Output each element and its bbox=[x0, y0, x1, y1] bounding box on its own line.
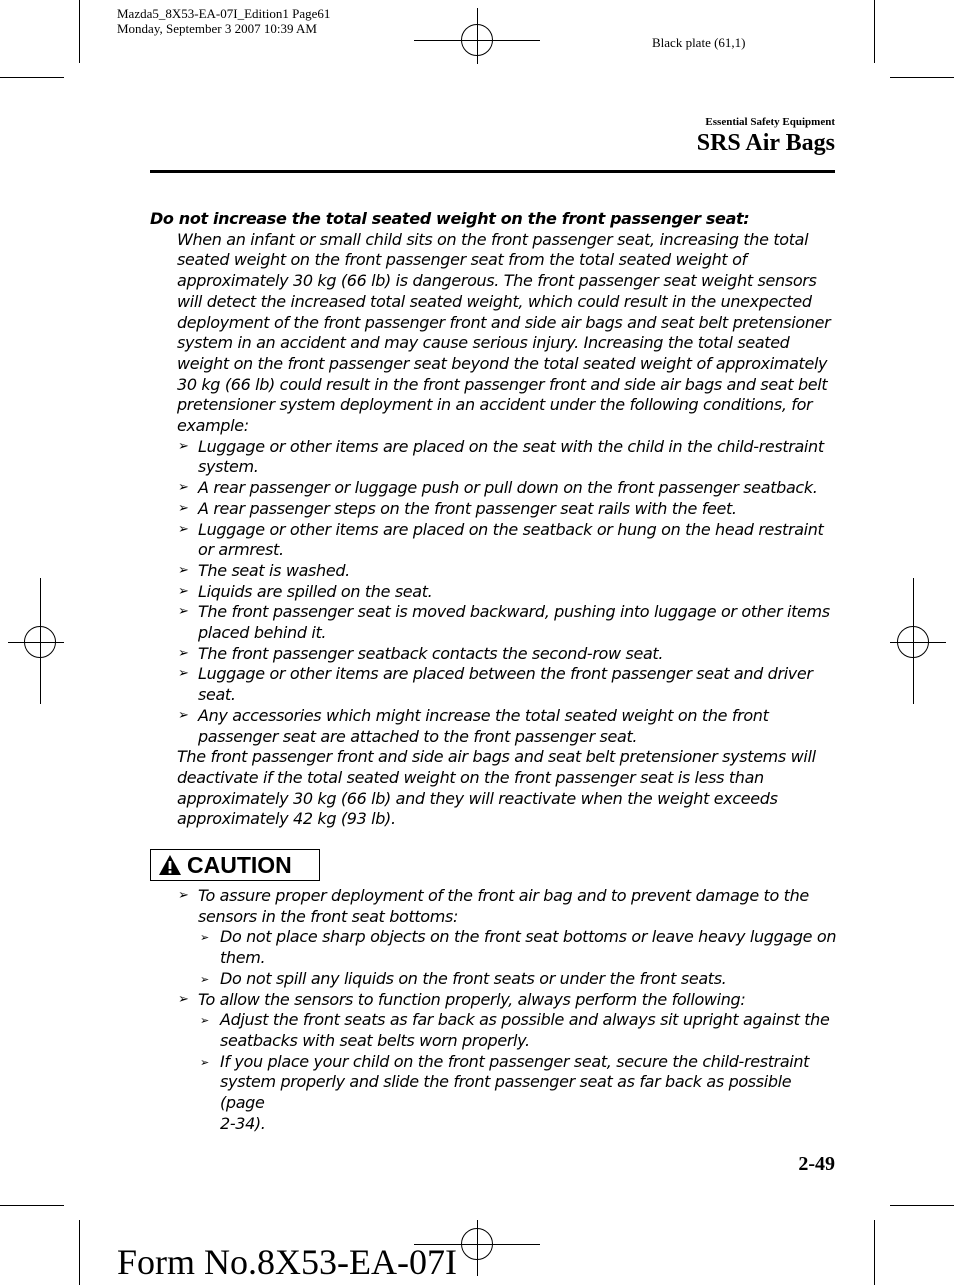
condition-item bbox=[178, 705, 840, 747]
condition-line: Luggage or other items are placed on the seat with the child in the child-restraint bbox=[198, 436, 824, 456]
condition-line: The seat is washed. bbox=[198, 560, 350, 580]
intro-line: approximately 30 kg (66 lb) is dangerous. The front passenger seat weight sensors bbox=[177, 271, 817, 291]
header-rule bbox=[150, 170, 835, 173]
arrowhead-bullet-icon: ➢ bbox=[178, 888, 189, 903]
caution-subline: them. bbox=[220, 948, 266, 968]
intro-line: seated weight on the front passenger seat from the total seated weight of bbox=[177, 250, 747, 270]
condition-item bbox=[178, 498, 840, 520]
arrowhead-bullet-icon: ➢ bbox=[178, 583, 189, 599]
warning-heading: Do not increase the total seated weight on the front passenger seat: bbox=[150, 209, 750, 228]
warning-triangle-icon bbox=[158, 854, 182, 876]
arrowhead-bullet-icon: ➢ bbox=[200, 972, 209, 986]
caution-item bbox=[178, 886, 840, 927]
form-number: Form No.8X53-EA-07I bbox=[117, 1242, 457, 1282]
caution-subline: Adjust the front seats as far back as possible and always sit upright against the bbox=[220, 1010, 830, 1030]
caution-subline: Do not place sharp objects on the front seat bottoms or leave heavy luggage on bbox=[220, 927, 837, 947]
caution-line: To assure proper deployment of the front air bag and to prevent damage to the bbox=[198, 886, 809, 905]
outro-line: The front passenger front and side air bags and seat belt pretensioner systems will bbox=[177, 747, 816, 767]
arrowhead-bullet-icon: ➢ bbox=[200, 931, 209, 945]
arrowhead-bullet-icon: ➢ bbox=[178, 562, 189, 578]
condition-item bbox=[178, 519, 840, 561]
intro-line: weight on the front passenger seat beyond the total seated weight of approximately bbox=[177, 353, 828, 373]
condition-line: passenger seat are attached to the front passenger seat. bbox=[198, 726, 638, 746]
arrowhead-bullet-icon: ➢ bbox=[178, 604, 189, 620]
condition-line: Luggage or other items are placed between the front passenger seat and driver bbox=[198, 664, 813, 684]
arrowhead-bullet-icon: ➢ bbox=[178, 521, 189, 537]
caution-subitem bbox=[200, 1010, 840, 1051]
condition-item bbox=[178, 581, 840, 603]
condition-line: A rear passenger steps on the front passenger seat rails with the feet. bbox=[198, 498, 737, 518]
arrowhead-bullet-icon: ➢ bbox=[200, 1055, 209, 1069]
condition-item bbox=[178, 478, 840, 499]
condition-item bbox=[178, 664, 840, 705]
outro-line: approximately 30 kg (66 lb) and they will reactivate when the weight exceeds bbox=[177, 788, 778, 808]
condition-line: seat. bbox=[198, 685, 236, 705]
arrowhead-bullet-icon: ➢ bbox=[178, 438, 189, 454]
condition-line: A rear passenger or luggage push or pull down on the front passenger seatback. bbox=[198, 478, 818, 498]
caution-label-box bbox=[150, 849, 320, 881]
caution-line: sensors in the front seat bottoms: bbox=[198, 906, 458, 926]
caution-subline: 2-34). bbox=[220, 1113, 266, 1133]
print-file-line: Mazda5_8X53-EA-07I_Edition1 Page61 bbox=[117, 6, 331, 21]
registration-mark-left bbox=[24, 626, 56, 658]
condition-item bbox=[178, 436, 840, 478]
page-number: 2-49 bbox=[798, 1153, 835, 1175]
print-date-line: Monday, September 3 2007 10:39 AM bbox=[117, 21, 317, 36]
caution-subline: seatbacks with seat belts worn properly. bbox=[220, 1030, 530, 1050]
caution-subitem bbox=[200, 1051, 840, 1135]
page-title: SRS Air Bags bbox=[696, 130, 835, 156]
plate-label: Black plate (61,1) bbox=[652, 35, 746, 50]
caution-subline: Do not spill any liquids on the front seats or under the front seats. bbox=[220, 968, 727, 988]
warning-content bbox=[150, 209, 840, 830]
caution-subline: If you place your child on the front passenger seat, secure the child-restraint bbox=[220, 1051, 810, 1071]
caution-list bbox=[150, 886, 840, 1134]
intro-line: When an infant or small child sits on the front passenger seat, increasing the total bbox=[177, 229, 809, 249]
intro-line: example: bbox=[177, 416, 249, 436]
condition-item bbox=[178, 560, 840, 582]
registration-mark-top bbox=[461, 24, 493, 56]
condition-line: or armrest. bbox=[198, 540, 284, 560]
intro-line: 30 kg (66 lb) could result in the front passenger front and side air bags and seat belt bbox=[177, 374, 828, 394]
condition-line: The front passenger seatback contacts the second-row seat. bbox=[198, 643, 664, 663]
condition-line: Luggage or other items are placed on the seatback or hung on the head restraint bbox=[198, 519, 824, 539]
arrowhead-bullet-icon: ➢ bbox=[200, 1014, 209, 1028]
caution-line: To allow the sensors to function properly, always perform the following: bbox=[198, 989, 746, 1009]
condition-line: system. bbox=[198, 457, 259, 477]
section-label: Essential Safety Equipment bbox=[705, 116, 835, 128]
arrowhead-bullet-icon: ➢ bbox=[178, 707, 189, 723]
condition-item bbox=[178, 602, 840, 643]
intro-line: pretensioner system deployment in an accident under the following conditions, for bbox=[177, 395, 813, 415]
arrowhead-bullet-icon: ➢ bbox=[178, 480, 189, 496]
registration-mark-bottom bbox=[461, 1228, 493, 1260]
condition-line: Any accessories which might increase the total seated weight on the front bbox=[198, 705, 769, 725]
intro-line: system in an accident and may cause serious injury. Increasing the total seated bbox=[177, 333, 790, 353]
registration-mark-right bbox=[897, 626, 929, 658]
condition-line: The front passenger seat is moved backward, pushing into luggage or other items bbox=[198, 602, 830, 622]
arrowhead-bullet-icon: ➢ bbox=[178, 500, 189, 516]
condition-line: Liquids are spilled on the seat. bbox=[198, 581, 433, 601]
condition-line: placed behind it. bbox=[198, 623, 327, 643]
caution-subitem bbox=[200, 927, 840, 968]
intro-line: will detect the increased total seated weight, which could result in the unexpected bbox=[177, 291, 812, 311]
caution-subline: system properly and slide the front passenger seat as far back as possible (page bbox=[220, 1072, 792, 1113]
condition-item bbox=[178, 643, 840, 665]
intro-line: deployment of the front passenger front and side air bags and seat belt pretensioner bbox=[177, 312, 831, 332]
outro-line: approximately 42 kg (93 lb). bbox=[177, 809, 396, 829]
arrowhead-bullet-icon: ➢ bbox=[178, 666, 189, 682]
caution-label: CAUTION bbox=[187, 852, 292, 878]
arrowhead-bullet-icon: ➢ bbox=[178, 991, 189, 1007]
caution-item bbox=[178, 989, 840, 1011]
arrowhead-bullet-icon: ➢ bbox=[178, 645, 189, 661]
outro-line: deactivate if the total seated weight on the front passenger seat is less than bbox=[177, 767, 764, 787]
caution-subitem bbox=[200, 968, 840, 990]
